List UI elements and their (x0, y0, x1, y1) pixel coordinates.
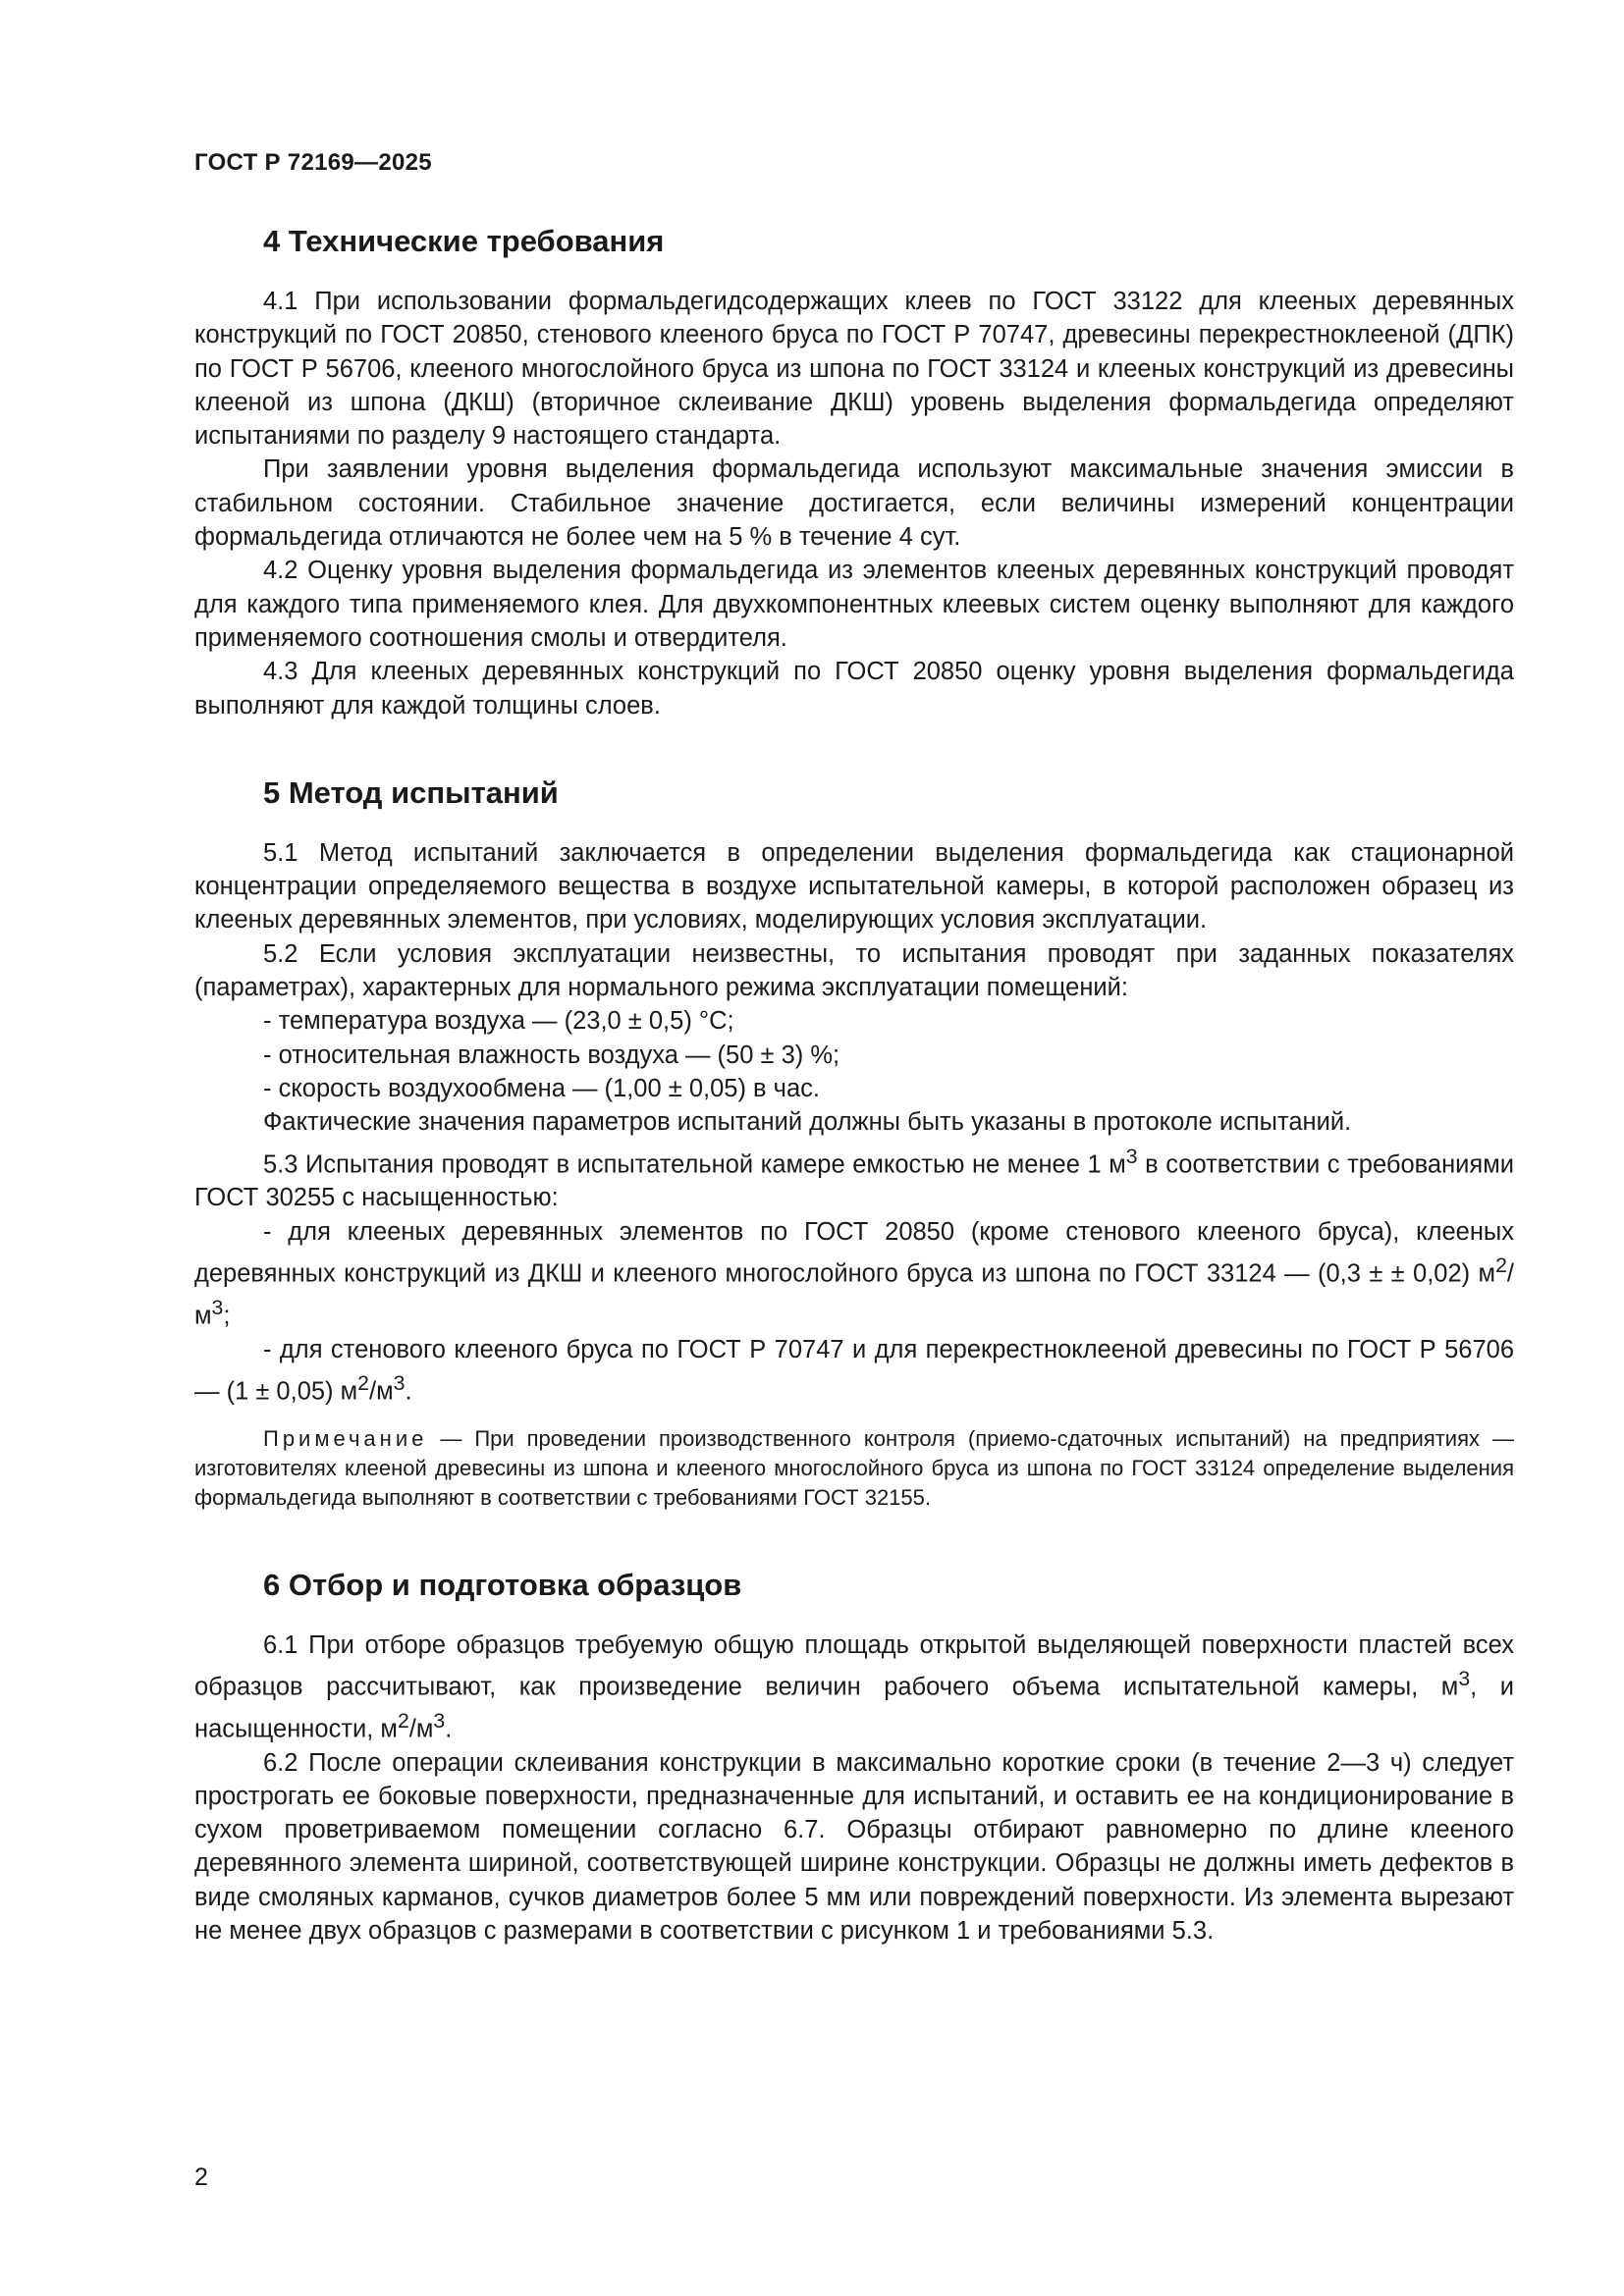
text-end: ; (223, 1302, 231, 1330)
paragraph-6-2: 6.2 После операции склеивания конструкции в максимально короткие сроки (в течение 2—3 ч) следует прострогать ее боковые поверхности, предназначенные для испытаний, и оставить ее на кондиционирование в сухом проветриваемом помещении согласно 6.7. Образцы отбирают равномерно по длине клееного деревянного элемента шириной, соответствующей ширине конструкции. Образцы не должны иметь дефектов в виде смоляных карманов, сучков диаметров более 5 мм или повреждений поверхности. Из элемента вырезают не менее двух образцов с размерами в соответствии с рисунком 1 и требованиями 5.3. (194, 1748, 1514, 1945)
superscript-3: 3 (393, 1370, 406, 1395)
page-content (194, 196, 1514, 1948)
paragraph-5-2-actual: Фактические значения параметров испытаний должны быть указаны в протоколе испытаний. (263, 1108, 1352, 1137)
paragraph-5-3 (194, 1140, 1514, 1215)
note (194, 1424, 1514, 1513)
unit-separator: /м (408, 1715, 434, 1743)
document-header: ГОСТ Р 72169—2025 (194, 149, 432, 176)
section-5-title: 5 Метод испытаний (263, 774, 559, 810)
superscript-3: 3 (1125, 1144, 1138, 1168)
superscript-2: 2 (397, 1708, 409, 1733)
paragraph-5-2: 5.2 Если условия эксплуатации неизвестны, то испытания проводят при заданных показателях (параметрах), характерных для нормального режима эксплуатации помещений: (194, 939, 1514, 1002)
text-end: . (405, 1377, 412, 1406)
unit-separator: /м (369, 1377, 394, 1406)
section-4-title: 4 Технические требования (263, 224, 665, 258)
section-6-title: 6 Отбор и подготовка образцов (263, 1567, 742, 1602)
paragraph-6-1 (194, 1629, 1514, 1746)
superscript-3: 3 (433, 1708, 446, 1733)
paragraph-4-2: 4.2 Оценку уровня выделения формальдегида из элементов клееных деревянных конструкций проводят для каждого типа применяемого клея. Для двухкомпонентных клеевых систем оценку выполняют для каждого применяемого соотношения смолы и отвердителя. (194, 557, 1514, 652)
superscript-3: 3 (211, 1295, 224, 1319)
list-item-humidity: - относительная влажность воздуха — (50 ± 3) %; (263, 1041, 840, 1069)
superscript-2: 2 (1495, 1253, 1507, 1277)
list-item-temperature: - температура воздуха — (23,0 ± 0,5) °С; (263, 1007, 734, 1036)
superscript-2: 2 (357, 1370, 369, 1395)
text-5-3-item-1: - для клееных деревянных элементов по ГОСТ 20850 (кроме стенового клееного бруса), клееных деревянных конструкций из ДКШ и клееного многослойного бруса из шпона по ГОСТ 33124 — (0,3 ± ± 0,02) м (194, 1217, 1514, 1288)
note-label: Примечание (263, 1425, 428, 1451)
list-item-air-exchange: - скорость воздухообмена — (1,00 ± 0,05) в час. (263, 1074, 820, 1102)
superscript-3: 3 (1458, 1666, 1471, 1690)
text-5-3-start: 5.3 Испытания проводят в испытательной камере емкостью не менее 1 м (263, 1150, 1126, 1179)
text-5-3-end: в соответствии с требованиями ГОСТ 30255 с насыщенностью: (194, 1150, 1514, 1212)
note-text: — При проведении производственного контроля (приемо-сдаточных испытаний) на предприятиях — изготовителях клееной древесины из шпона и клееного многослойного бруса из шпона по ГОСТ 33124 определение выделения формальдегида выполняют в соответствии с требованиями ГОСТ 32155. (194, 1425, 1514, 1510)
text-end: . (445, 1715, 453, 1743)
page-number: 2 (194, 2163, 208, 2191)
paragraph-5-3-item-2 (194, 1333, 1514, 1409)
unit-separator: /м (194, 1259, 1514, 1330)
paragraph-4-3: 4.3 Для клееных деревянных конструкций по ГОСТ 20850 оценку уровня выделения формальдегида выполняют для каждой толщины слоев. (194, 658, 1514, 720)
paragraph-5-1: 5.1 Метод испытаний заключается в определении выделения формальдегида как стационарной концентрации определяемого вещества в воздухе испытательной камеры, в которой расположен образец из клееных деревянных элементов, при условиях, моделирующих условия эксплуатации. (194, 838, 1514, 934)
text-5-3-item-2: - для стенового клееного бруса по ГОСТ Р 70747 и для перекрестноклееной древесины по ГОСТ Р 56706 — (1 ± 0,05) м (194, 1335, 1514, 1406)
text-6-1-mid: , и насыщенности, м (194, 1673, 1514, 1743)
paragraph-4-1: 4.1 При использовании формальдегидсодержащих клеев по ГОСТ 33122 для клееных деревянных конструкций по ГОСТ 20850, стенового клееного бруса по ГОСТ Р 70747, древесины перекрестноклееной (ДПК) по ГОСТ Р 56706, клееного многослойного бруса из шпона по ГОСТ 33124 и клееных конструкций из древесины клееной из шпона (ДКШ) (вторичное склеивание ДКШ) уровень выделения формальдегида определяют испытаниями по разделу 9 настоящего стандарта. (194, 288, 1514, 451)
text-6-1-start: 6.1 При отборе образцов требуемую общую площадь открытой выделяющей поверхности пластей всех образцов рассчитывают, как произведение величин рабочего объема испытательной камеры, м (194, 1630, 1514, 1701)
paragraph-4-1-stable: При заявлении уровня выделения формальдегида используют максимальные значения эмиссии в стабильном состоянии. Стабильное значение достигается, если величины измерений концентрации формальдегида отличаются не более чем на 5 % в течение 4 сут. (194, 455, 1514, 552)
paragraph-5-3-item-1 (194, 1215, 1514, 1333)
